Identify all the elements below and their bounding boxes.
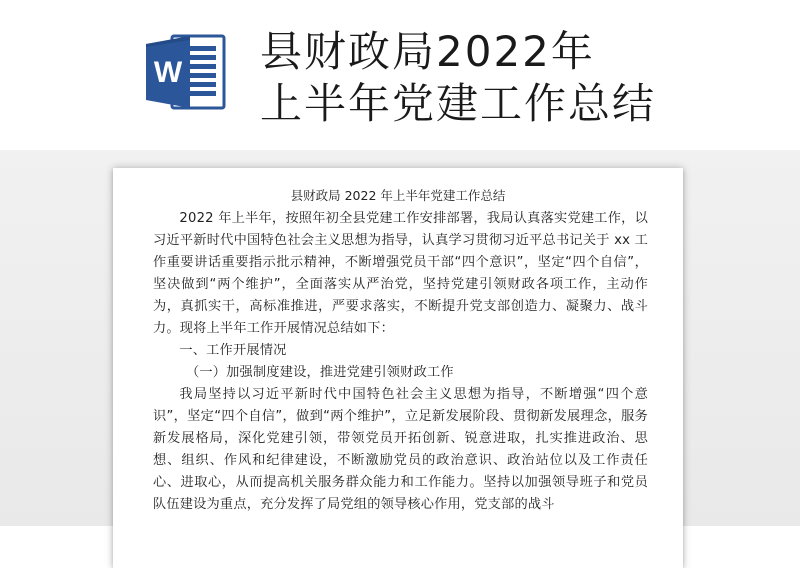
banner-title-line-2: 上半年党建工作总结 bbox=[260, 79, 657, 128]
section-heading: 一、工作开展情况 bbox=[179, 343, 287, 358]
paragraph-intro: 2022 年上半年，按照年初全县党建工作安排部署，我局认真落实党建工作，以习近平新时代中国特色社会主义思想为指导，认真学习贯彻习近平总书记关于 xx 工作重要讲话重要指示批示精神，不断增强党员干部“四个意识”，坚定“四个自信”，坚决做到“两个维护”，全面落实从严治党，坚持党建引领财政各项工作，主动作为，真抓实干，高标准推进，严要求落实，不断提升党支部创造力、凝聚力、战斗力。现将上半年工作开展情况总结如下： bbox=[153, 211, 648, 336]
banner-title-line-1: 县财政局2022年 bbox=[260, 27, 595, 76]
document-page bbox=[113, 168, 683, 568]
paragraph-body: 我局坚持以习近平新时代中国特色社会主义思想为指导，不断增强“四个意识”，坚定“四个自信”，做到“两个维护”，立足新发展阶段、贯彻新发展理念，服务新发展格局，深化党建引领，带领党员开拓创新、锐意进取，扎实推进政治、思想、组织、作风和纪律建设，不断激励党员的政治意识、政治站位以及工作责任心、进取心，从而提高机关服务群众能力和工作能力。坚持以加强领导班子和党员队伍建设为重点，充分发挥了局党组的领导核心作用，党支部的战斗 bbox=[153, 387, 648, 512]
subsection-heading: （一）加强制度建设，推进党建引领财政工作 bbox=[185, 365, 454, 380]
word-letter-icon: W bbox=[153, 56, 183, 89]
word-document-icon bbox=[144, 30, 228, 114]
document-body bbox=[153, 208, 648, 516]
header-banner bbox=[0, 0, 800, 150]
document-title: 县财政局 2022 年上半年党建工作总结 bbox=[290, 188, 506, 203]
